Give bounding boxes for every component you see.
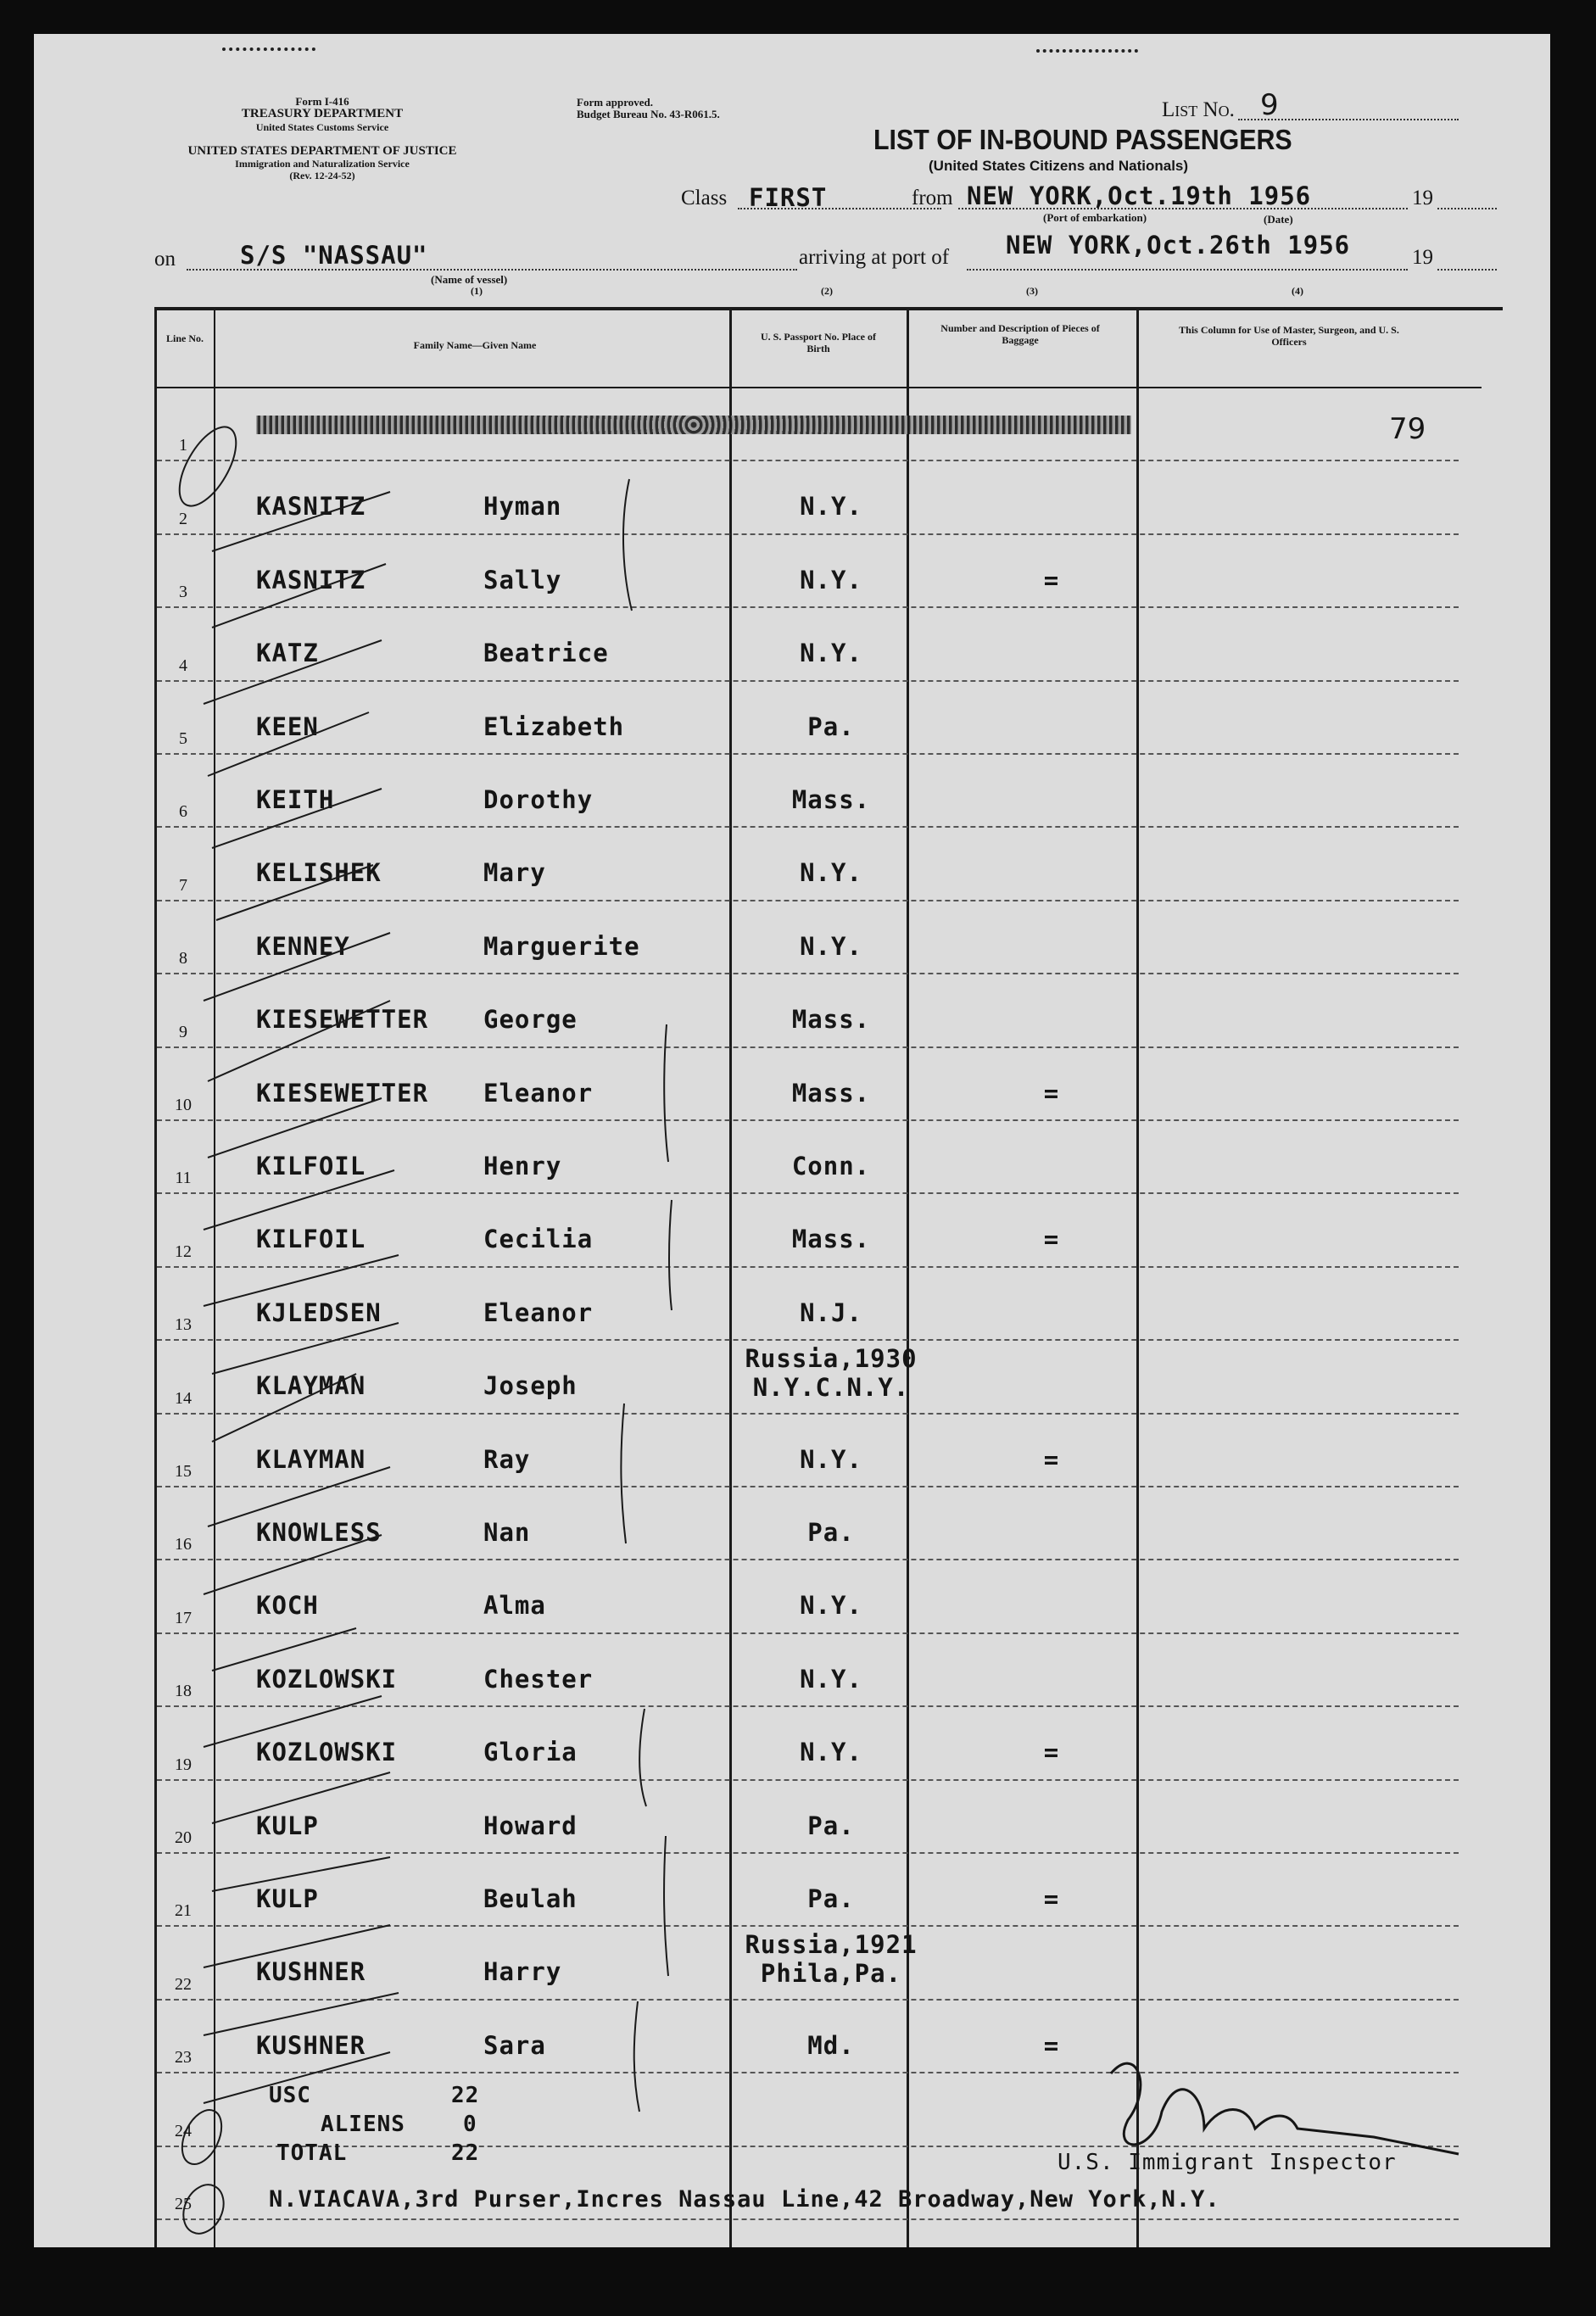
family-name: KIESEWETTER <box>256 1005 429 1035</box>
from-label: from <box>912 187 953 209</box>
line-number: 9 <box>179 1022 187 1041</box>
form-number: Form I-416 <box>295 95 349 108</box>
given-name: Marguerite <box>483 931 640 961</box>
given-name: Chester <box>483 1664 594 1694</box>
given-name: Henry <box>483 1152 562 1180</box>
line-number: 5 <box>179 729 187 748</box>
place-of-birth: N.Y. <box>800 1591 862 1621</box>
line-number: 21 <box>175 1901 192 1921</box>
line-number: 2 <box>179 509 187 528</box>
given-name: Beatrice <box>483 639 609 668</box>
place-of-birth-line-2: Phila,Pa. <box>760 1959 902 1989</box>
caption-col1: (1) <box>471 285 483 297</box>
header-baggage: Number and Description of Pieces of Baggage <box>940 322 1100 346</box>
place-of-birth: Pa. <box>807 1811 855 1840</box>
line-number: 1 <box>179 436 187 455</box>
family-name: KUSHNER <box>256 2030 366 2060</box>
line-number: 16 <box>175 1535 192 1554</box>
line-number: 6 <box>179 802 187 822</box>
family-name: KLAYMAN <box>256 1371 366 1401</box>
place-of-birth: N.Y. <box>800 492 862 522</box>
treasury-label: TREASURY DEPARTMENT <box>241 107 404 120</box>
place-of-birth: Md. <box>807 2030 855 2060</box>
justice-label: UNITED STATES DEPARTMENT OF JUSTICE <box>187 144 457 158</box>
line-number: 3 <box>179 583 187 602</box>
line-number: 15 <box>175 1462 192 1481</box>
year-suffix-2: 19 <box>1412 246 1433 269</box>
page-subtitle: (United States Citizens and Nationals) <box>929 158 1189 174</box>
baggage-mark: = <box>1043 1444 1060 1474</box>
line-number: 23 <box>175 2048 192 2068</box>
place-of-birth: N.Y. <box>800 1738 862 1767</box>
given-name: Mary <box>483 858 546 888</box>
header-officers: This Column for Use of Master, Surgeon, and U. S. Officers <box>1179 324 1399 348</box>
family-name: KLAYMAN <box>256 1444 366 1474</box>
family-name: KATZ <box>256 639 319 668</box>
place-of-birth: Mass. <box>791 1078 871 1108</box>
line-number: 25 <box>175 2195 192 2213</box>
caption-col2: (2) <box>821 285 833 297</box>
caption-col4: (4) <box>1292 285 1303 297</box>
family-name: KEEN <box>256 712 319 741</box>
manifest-page <box>34 34 1550 2247</box>
line-number: 8 <box>179 949 187 968</box>
given-name: Hyman <box>483 492 562 522</box>
vessel-name: S/S "NASSAU" <box>240 241 428 270</box>
vessel-caption: (Name of vessel) <box>431 273 508 286</box>
given-name: Nan <box>483 1518 531 1547</box>
given-name: Eleanor <box>483 1078 594 1108</box>
line-number: 19 <box>175 1755 192 1774</box>
baggage-mark: = <box>1043 565 1060 594</box>
list-no-value: 9 <box>1260 88 1279 122</box>
header-name: Family Name—Given Name <box>413 339 537 351</box>
place-of-birth-line-2: N.Y.C.N.Y. <box>752 1373 910 1403</box>
line-number: 14 <box>175 1388 192 1408</box>
place-of-birth: Russia,1930 <box>745 1344 918 1374</box>
row-1-note: 79 <box>1389 412 1426 446</box>
family-name: KOZLOWSKI <box>256 1664 398 1694</box>
year-suffix-1: 19 <box>1412 187 1433 209</box>
family-name: KOCH <box>256 1591 319 1621</box>
place-of-birth: N.J. <box>800 1298 862 1327</box>
given-name: Sara <box>483 2030 546 2060</box>
place-of-birth: N.Y. <box>800 1664 862 1694</box>
family-name: KELISHEK <box>256 858 382 888</box>
line-number: 11 <box>175 1169 192 1188</box>
family-name: KEITH <box>256 785 335 814</box>
inspector-caption: U.S. Immigrant Inspector <box>1057 2150 1397 2175</box>
place-of-birth: N.Y. <box>800 565 862 594</box>
given-name: Sally <box>483 565 562 594</box>
family-name: KJLEDSEN <box>256 1298 382 1327</box>
baggage-mark: = <box>1043 1225 1060 1254</box>
form-approved: Form approved. <box>577 96 654 109</box>
header-passport: U. S. Passport No. Place of Birth <box>761 331 876 354</box>
class-label: Class <box>681 187 728 209</box>
place-of-birth: Mass. <box>791 1225 871 1254</box>
given-name: Beulah <box>483 1884 578 1913</box>
line-number: 4 <box>179 656 187 675</box>
line-number: 13 <box>175 1315 192 1335</box>
place-of-birth: Pa. <box>807 1884 855 1913</box>
port-embark-caption: (Port of embarkation) <box>1043 211 1147 224</box>
given-name: Joseph <box>483 1371 578 1401</box>
family-name: KULP <box>256 1811 319 1840</box>
family-name: KULP <box>256 1884 319 1913</box>
place-of-birth: N.Y. <box>800 639 862 668</box>
place-of-birth: Conn. <box>791 1152 871 1180</box>
given-name: Eleanor <box>483 1298 594 1327</box>
immigration-label: Immigration and Naturalization Service <box>235 158 410 170</box>
arriving-value: NEW YORK,Oct.26th 1956 <box>1006 231 1351 260</box>
baggage-mark: = <box>1043 1884 1060 1913</box>
place-of-birth: Mass. <box>791 785 871 814</box>
given-name: Cecilia <box>483 1225 594 1254</box>
given-name: Howard <box>483 1811 578 1840</box>
given-name: George <box>483 1005 578 1035</box>
list-no-label: List No. <box>1162 98 1235 121</box>
aliens-value: 0 <box>463 2112 477 2137</box>
place-of-birth: N.Y. <box>800 1444 862 1474</box>
customs-label: United States Customs Service <box>255 121 389 133</box>
baggage-mark: = <box>1043 1738 1060 1767</box>
line-number: 24 <box>175 2121 192 2140</box>
family-name: KOZLOWSKI <box>256 1738 398 1767</box>
line-number: 20 <box>175 1828 192 1847</box>
rev-label: (Rev. 12-24-52) <box>289 170 355 181</box>
family-name: KNOWLESS <box>256 1518 382 1547</box>
date-caption: (Date) <box>1264 213 1293 226</box>
total-label: TOTAL <box>276 2140 348 2166</box>
given-name: Dorothy <box>483 785 594 814</box>
line-number: 12 <box>175 1242 192 1261</box>
caption-col3: (3) <box>1026 285 1038 297</box>
family-name: KENNEY <box>256 931 350 961</box>
arriving-label: arriving at port of <box>799 246 950 269</box>
from-value: NEW YORK,Oct.19th 1956 <box>967 181 1312 210</box>
family-name: KUSHNER <box>256 1957 366 1987</box>
line-number: 18 <box>175 1682 192 1701</box>
line-number: 17 <box>175 1608 192 1627</box>
baggage-mark: = <box>1043 1078 1060 1108</box>
given-name: Alma <box>483 1591 546 1621</box>
check-marks <box>34 34 1550 2247</box>
purser-line: N.VIACAVA,3rd Purser,Incres Nassau Line,42 Broadway,New York,N.Y. <box>269 2186 1220 2213</box>
line-number: 7 <box>179 875 187 895</box>
family-name: KILFOIL <box>256 1152 366 1180</box>
place-of-birth: N.Y. <box>800 931 862 961</box>
aliens-label: ALIENS <box>321 2112 405 2137</box>
baggage-mark: = <box>1043 2030 1060 2060</box>
page-title: LIST OF IN-BOUND PASSENGERS <box>873 124 1292 155</box>
family-name: KILFOIL <box>256 1225 366 1254</box>
place-of-birth: Pa. <box>807 1518 855 1547</box>
given-name: Harry <box>483 1957 562 1987</box>
given-name: Ray <box>483 1444 531 1474</box>
header-line-no: Line No. <box>165 332 204 344</box>
budget-number: Budget Bureau No. 43-R061.5. <box>577 108 720 120</box>
place-of-birth: N.Y. <box>800 858 862 888</box>
place-of-birth: Mass. <box>791 1005 871 1035</box>
on-label: on <box>154 248 176 271</box>
usc-label: USC <box>269 2083 311 2108</box>
family-name: KIESEWETTER <box>256 1078 429 1108</box>
place-of-birth: Russia,1921 <box>745 1930 918 1960</box>
line-number: 10 <box>175 1096 192 1114</box>
given-name: Elizabeth <box>483 712 625 741</box>
usc-value: 22 <box>451 2083 480 2108</box>
place-of-birth: Pa. <box>807 712 855 741</box>
total-value: 22 <box>451 2140 480 2166</box>
class-value: FIRST <box>749 183 828 212</box>
given-name: Gloria <box>483 1738 578 1767</box>
line-number: 22 <box>175 1974 192 1994</box>
family-name: KASNITZ <box>256 492 366 522</box>
family-name: KASNITZ <box>256 565 366 594</box>
